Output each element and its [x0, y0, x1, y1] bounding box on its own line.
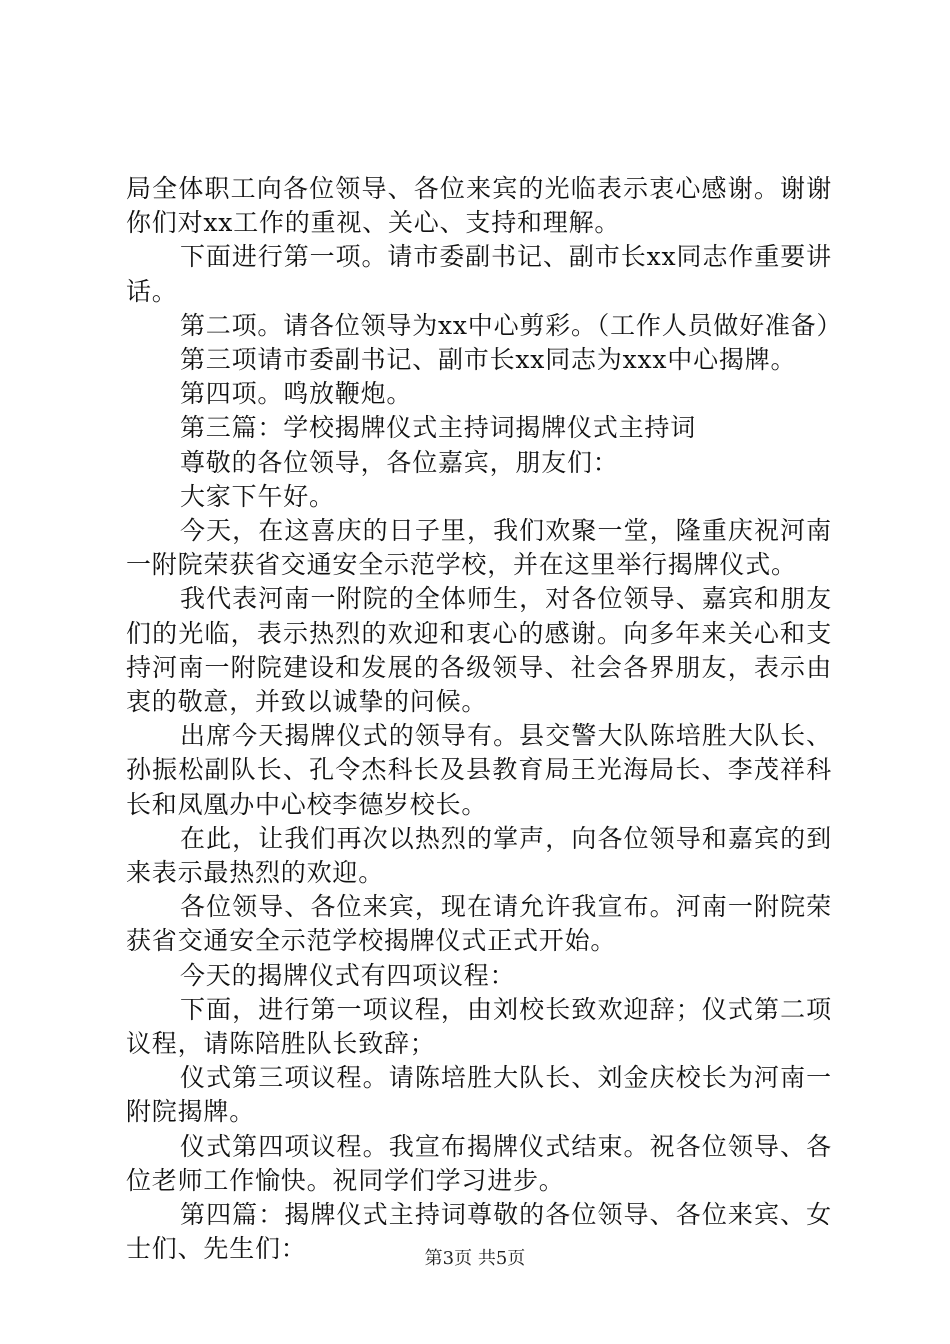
page-number-footer: 第3页 共5页: [424, 1248, 526, 1269]
paragraph: 仪式第四项议程。我宣布揭牌仪式结束。祝各位领导、各位老师工作愉快。祝同学们学习进步。: [126, 1131, 832, 1195]
paragraph: 在此，让我们再次以热烈的掌声，向各位领导和嘉宾的到来表示最热烈的欢迎。: [126, 823, 832, 888]
paragraph: 今天，在这喜庆的日子里，我们欢聚一堂，隆重庆祝河南一附院荣获省交通安全示范学校，并在这里举行揭牌仪式。: [126, 516, 832, 580]
paragraph: 第四项。鸣放鞭炮。: [180, 379, 413, 409]
document-body: [126, 172, 843, 1267]
paragraph: 仪式第三项议程。请陈培胜大队长、刘金庆校长为河南一附院揭牌。: [126, 1063, 832, 1127]
greeting: 大家下午好。: [180, 481, 335, 511]
section-heading: 第四篇：揭牌仪式主持词尊敬的各位领导、各位来宾、女士们、先生们：: [126, 1200, 832, 1264]
paragraph: 今天的揭牌仪式有四项议程：: [180, 960, 516, 990]
paragraph: 下面进行第一项。请市委副书记、副市长xx同志作重要讲话。: [126, 242, 832, 306]
salutation: 尊敬的各位领导，各位嘉宾，朋友们：: [180, 447, 619, 477]
paragraph: 第二项。请各位领导为xx中心剪彩。（工作人员做好准备）: [180, 310, 843, 340]
paragraph: 出席今天揭牌仪式的领导有。县交警大队陈培胜大队长、孙振松副队长、孔令杰科长及县教育局王光海局长、李茂祥科长和凤凰办中心校李德岁校长。: [126, 721, 832, 819]
paragraph: 局全体职工向各位领导、各位来宾的光临表示衷心感谢。谢谢你们对xx工作的重视、关心、支持和理解。: [126, 174, 832, 238]
paragraph: 我代表河南一附院的全体师生，对各位领导、嘉宾和朋友们的光临，表示热烈的欢迎和衷心的感谢。向多年来关心和支持河南一附院建设和发展的各级领导、社会各界朋友，表示由衷的敬意，并致以诚挚的问候。: [126, 584, 832, 717]
paragraph: 第三项请市委副书记、副市长xx同志为xxx中心揭牌。: [180, 345, 797, 375]
paragraph: 下面，进行第一项议程，由刘校长致欢迎辞；仪式第二项议程，请陈陪胜队长致辞；: [126, 994, 832, 1059]
paragraph: 各位领导、各位来宾，现在请允许我宣布。河南一附院荣获省交通安全示范学校揭牌仪式正式开始。: [126, 892, 832, 956]
section-heading: 第三篇：学校揭牌仪式主持词揭牌仪式主持词: [180, 413, 697, 443]
